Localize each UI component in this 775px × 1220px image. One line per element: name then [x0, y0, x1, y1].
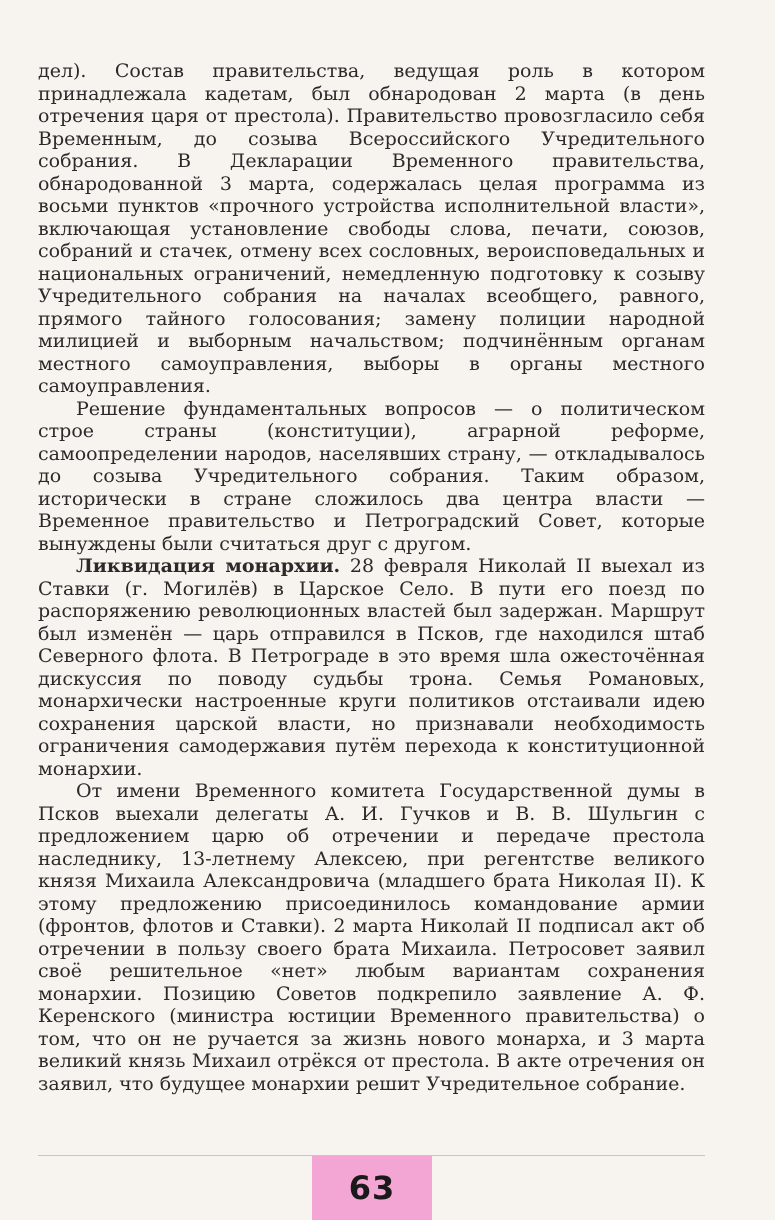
section-heading: Ликвидация монархии.	[76, 555, 341, 577]
paragraph-2: Решение фундаментальных вопросов — о политическом строе страны (конституции), аграрной реформе, самоопределении народов, населявших страну, — откладывалось до созыва Учредительного собрания. Таким образом, исторически в стране сложилось два центра власти — Временное правительство и Петроградский Совет, которые вынуждены были считаться друг с другом.	[38, 397, 705, 555]
paragraph-3	[38, 555, 705, 780]
paragraph-4: От имени Временного комитета Государственной думы в Псков выехали делегаты А. И. Гучков и В. В. Шульгин с предложением царю об отречении и передаче престола наследнику, 13-летнему Алексею, при регентстве великого князя Михаила Александровича (младшего брата Николая II). К этому предложению присоединилось командование армии (фронтов, флотов и Ставки). 2 марта Николай II подписал акт об отречении в пользу своего брата Михаила. Петросовет заявил своё решительное «нет» любым вариантам сохранения монархии. Позицию Советов подкрепило заявление А. Ф. Керенского (министра юстиции Временного правительства) о том, что он не ручается за жизнь нового монарха, и 3 марта великий князь Михаил отрёкся от престола. В акте отречения он заявил, что будущее монархии решит Учредительное собрание.	[38, 780, 705, 1095]
main-text	[38, 60, 705, 1095]
paragraph-3-body: 28 февраля Николай II выехал из Ставки (г. Могилёв) в Царское Село. В пути его поезд по распоряжению революционных властей был задержан. Маршрут был изменён — царь отправился в Псков, где находился штаб Северного флота. В Петрограде в это время шла ожесточённая дискуссия по поводу судьбы трона. Семья Романовых, монархически настроенные круги политиков отстаивали идею сохранения царской власти, но признавали необходимость ограничения самодержавия путём перехода к конституционной монархии.	[38, 555, 705, 780]
page-number-badge	[312, 1156, 432, 1220]
page-number: 63	[348, 1169, 396, 1207]
paragraph-1: дел). Состав правительства, ведущая роль в котором принадлежала кадетам, был обнародован 2 марта (в день отречения царя от престола). Правительство провозгласило себя Временным, до созыва Всероссийского Учредительного собрания. В Декларации Временного правительства, обнародованной 3 марта, содержалась целая программа из восьми пунктов «прочного устройства исполнительной власти», включающая установление свободы слова, печати, союзов, собраний и стачек, отмену всех сословных, вероисповедальных и национальных ограничений, немедленную подготовку к созыву Учредительного собрания на началах всеобщего, равного, прямого тайного голосования; замену полиции народной милицией и выборным начальством; подчинённым органам местного самоуправления, выборы в органы местного самоуправления.	[38, 60, 705, 397]
